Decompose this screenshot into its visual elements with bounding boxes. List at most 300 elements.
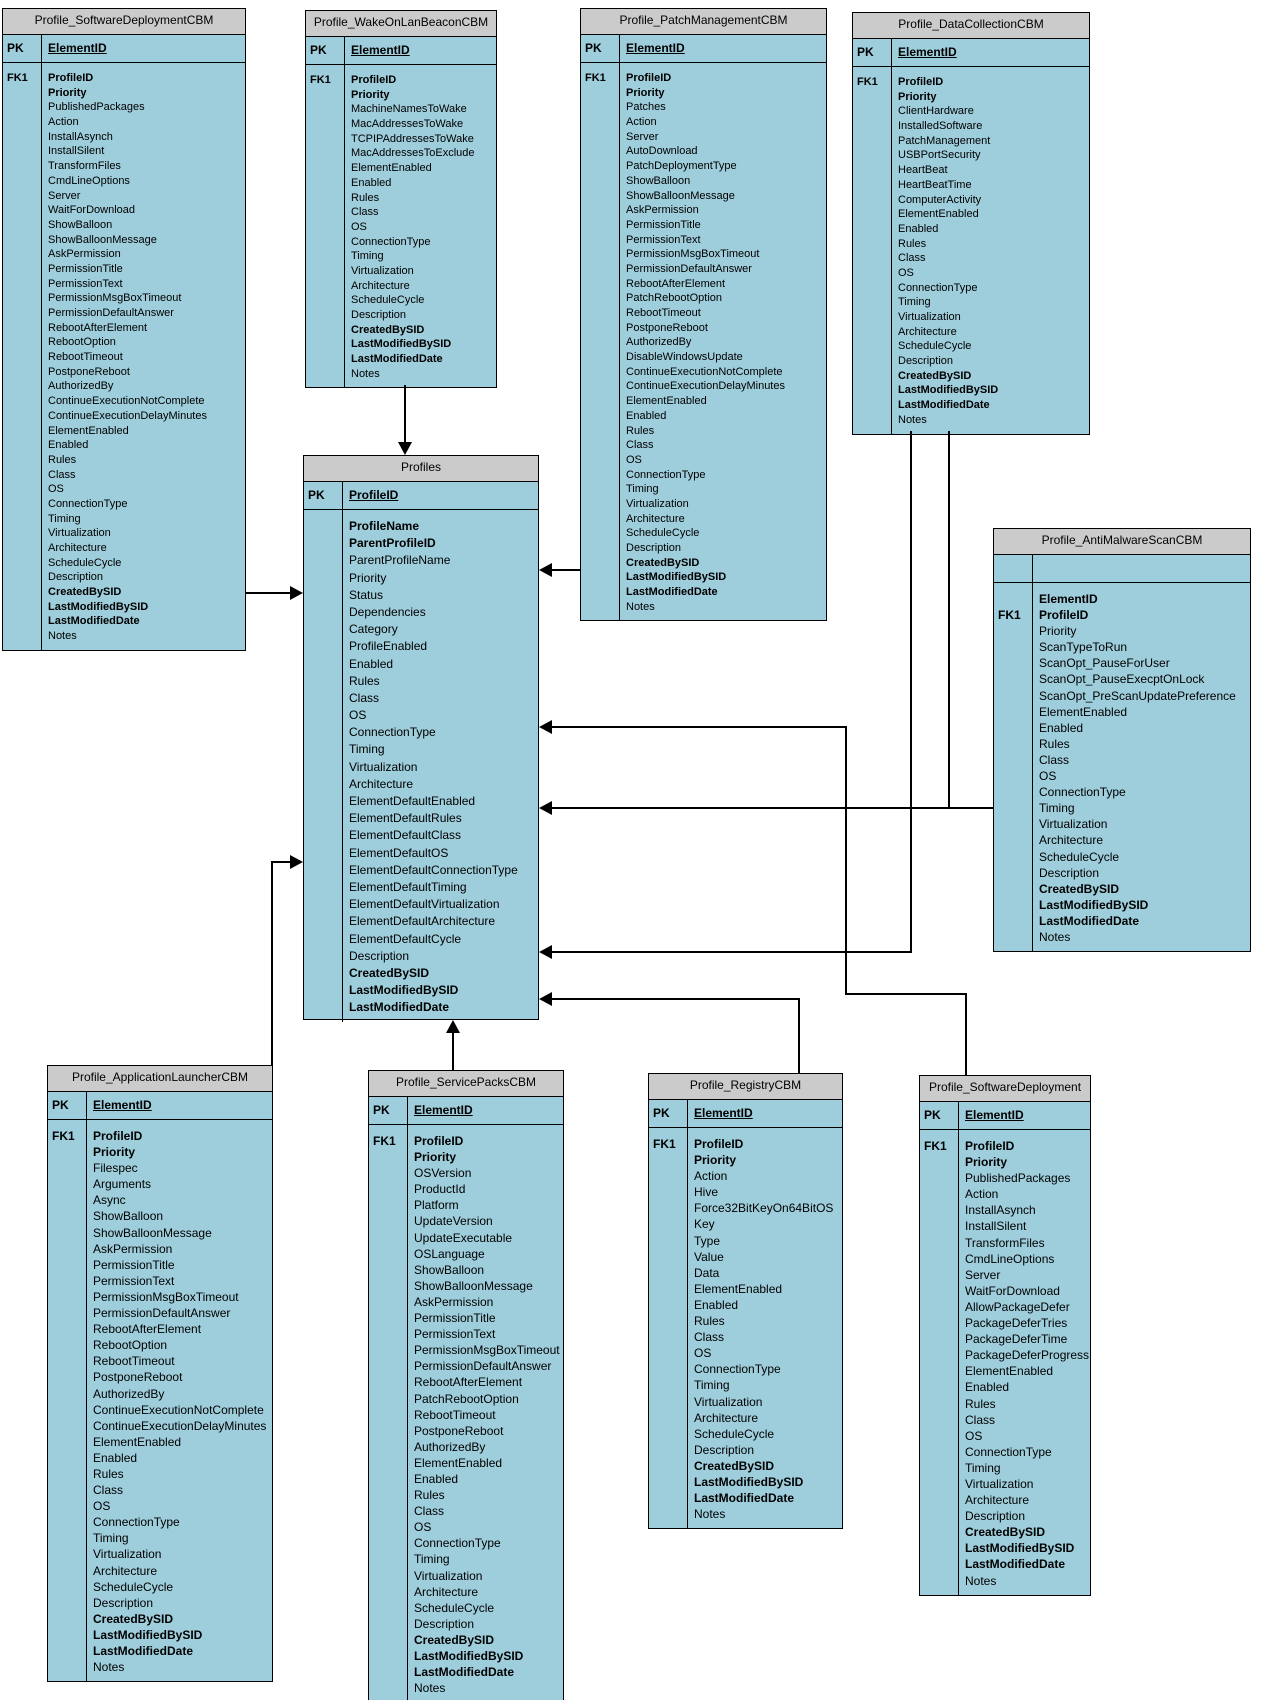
field-key-label [924, 1444, 958, 1460]
field-row: Rules [694, 1314, 725, 1329]
field-key-label [310, 249, 344, 264]
field-row: Notes [694, 1507, 726, 1522]
field-row: Description [965, 1509, 1026, 1524]
field-row: ShowBalloon [414, 1262, 485, 1277]
field-row: Enabled [349, 656, 394, 671]
field-row: ConnectionType [48, 497, 128, 510]
field-key-label [52, 1289, 86, 1305]
field-row: ShowBalloonMessage [626, 189, 735, 202]
field-row: RebootOption [93, 1338, 168, 1353]
field-row: CreatedBySID [965, 1525, 1046, 1540]
field-row: OS [414, 1520, 432, 1535]
field-key-label [308, 879, 342, 896]
field-row: Virtualization [626, 497, 689, 510]
field-key-label [998, 849, 1032, 865]
field-key-label [52, 1225, 86, 1241]
field-row: Status [349, 587, 384, 602]
pk-row [920, 1102, 1090, 1130]
field-key-label [308, 535, 342, 552]
field-key-label [857, 339, 891, 354]
field-key-label [857, 163, 891, 178]
pk-field-name: ElementID [344, 37, 496, 64]
field-row: PackageDeferTries [965, 1316, 1068, 1331]
pk-field-name: ProfileID [342, 482, 538, 509]
field-key-label [52, 1418, 86, 1434]
field-row: AuthorizedBy [414, 1439, 486, 1454]
field-key-label [857, 237, 891, 252]
field-key-label [924, 1235, 958, 1251]
field-row: Architecture [48, 542, 107, 554]
field-key-label [310, 161, 344, 176]
table-body [48, 1120, 272, 1681]
table-body [304, 510, 538, 1022]
table-title: Profile_RegistryCBM [649, 1074, 842, 1100]
field-key-label [310, 176, 344, 191]
field-key-label [998, 623, 1032, 639]
table-title: Profile_ApplicationLauncherCBM [48, 1066, 272, 1092]
field-row: Timing [626, 483, 659, 496]
field-row: Class [1039, 752, 1070, 767]
field-key-label [924, 1315, 958, 1331]
field-key-label [585, 218, 619, 233]
field-row: Description [414, 1616, 475, 1631]
field-key-label [52, 1498, 86, 1514]
field-row: LastModifiedBySID [898, 384, 999, 397]
pk-key-label: PK [7, 41, 24, 55]
field-row: Class [351, 206, 379, 219]
field-row: PermissionDefaultAnswer [93, 1306, 231, 1321]
field-row: Virtualization [694, 1394, 763, 1409]
arrowhead-icon [539, 945, 552, 959]
field-key-label [52, 1192, 86, 1208]
field-key-label [924, 1331, 958, 1347]
field-row: Arguments [93, 1177, 152, 1192]
field-key-label [857, 369, 891, 384]
field-row: AuthorizedBy [48, 380, 114, 393]
field-key-label [52, 1466, 86, 1482]
connector-segment [910, 431, 912, 953]
field-key-label [308, 948, 342, 965]
field-key-label [308, 793, 342, 810]
field-key-label [653, 1233, 687, 1249]
pk-key-label: PK [924, 1108, 941, 1122]
field-key-label [653, 1265, 687, 1281]
field-row: OS [349, 708, 367, 723]
field-key-label [998, 591, 1032, 607]
field-column [1032, 583, 1250, 951]
field-row: Rules [48, 453, 77, 466]
field-key-label [373, 1246, 407, 1262]
field-key-label [7, 409, 41, 424]
field-key-label [653, 1313, 687, 1329]
field-row: ConnectionType [626, 468, 706, 481]
field-key-label [52, 1514, 86, 1530]
pk-row [853, 39, 1089, 67]
field-row: Timing [965, 1460, 1001, 1475]
field-key-label [373, 1568, 407, 1584]
field-key-label [373, 1278, 407, 1294]
field-row: CreatedBySID [351, 323, 425, 336]
field-row: ElementDefaultCycle [349, 931, 462, 946]
field-row: PatchRebootOption [626, 292, 723, 305]
field-key-label [924, 1524, 958, 1540]
connector-segment [246, 592, 292, 594]
pk-field-name: ElementID [958, 1102, 1090, 1129]
field-row: Notes [1039, 929, 1071, 944]
field-key-label [52, 1241, 86, 1257]
field-key-label [585, 526, 619, 541]
field-key-label [857, 207, 891, 222]
field-row: CreatedBySID [48, 586, 122, 599]
field-row: Enabled [626, 409, 667, 422]
field-key-label: FK1 [924, 1139, 947, 1153]
field-key-label [924, 1186, 958, 1202]
field-row: Enabled [965, 1380, 1010, 1395]
field-row: OS [626, 453, 642, 466]
field-row: Enabled [694, 1297, 739, 1312]
field-key-label [998, 865, 1032, 881]
field-row: TransformFiles [48, 160, 121, 173]
field-row: Enabled [93, 1450, 138, 1465]
field-row: ProfileID [351, 74, 397, 86]
field-key-label [653, 1216, 687, 1232]
key-column [581, 63, 619, 620]
field-row: LastModifiedDate [626, 586, 718, 599]
field-key-label [924, 1556, 958, 1572]
field-key-label [310, 132, 344, 147]
pk-key-label: PK [310, 43, 327, 57]
field-key-label [857, 134, 891, 149]
field-key-label [373, 1471, 407, 1487]
field-key-label [857, 398, 891, 413]
table-title: Profile_SoftwareDeploymentCBM [3, 9, 245, 35]
field-key-label [7, 350, 41, 365]
field-key-label [308, 913, 342, 930]
field-key-label [585, 541, 619, 556]
field-key-label [7, 159, 41, 174]
field-row: Virtualization [349, 759, 418, 774]
field-key-label [52, 1482, 86, 1498]
field-row: ContinueExecutionDelayMinutes [93, 1418, 267, 1433]
key-column [853, 67, 891, 434]
field-row: PermissionMsgBoxTimeout [93, 1289, 239, 1304]
field-key-label [857, 90, 891, 105]
field-key-label [310, 337, 344, 352]
field-row: OS [351, 220, 367, 233]
field-key-label [924, 1460, 958, 1476]
field-key-label [653, 1458, 687, 1474]
field-key-label [52, 1579, 86, 1595]
field-row: Priority [414, 1150, 457, 1165]
arrowhead-icon [290, 586, 303, 600]
table-body [649, 1128, 842, 1528]
field-key-label [308, 673, 342, 690]
field-row: Enabled [898, 222, 939, 235]
field-key-label [585, 174, 619, 189]
pk-field-name: ElementID [407, 1097, 563, 1124]
field-key-label [924, 1218, 958, 1234]
key-column [920, 1130, 958, 1595]
field-key-label [373, 1230, 407, 1246]
field-row: ElementEnabled [965, 1364, 1054, 1379]
pk-key-label: PK [52, 1098, 69, 1112]
field-key-label [857, 193, 891, 208]
field-key-label [857, 413, 891, 428]
field-row: ParentProfileID [349, 536, 436, 551]
field-key-label [52, 1273, 86, 1289]
field-key-label [585, 394, 619, 409]
field-row: Priority [349, 570, 387, 585]
field-row: LastModifiedDate [93, 1644, 194, 1658]
connector-segment [550, 951, 912, 953]
field-key-label [308, 604, 342, 621]
table-body [306, 65, 496, 387]
field-row: LastModifiedDate [965, 1557, 1066, 1572]
field-key-label [7, 277, 41, 292]
field-row: RebootAfterElement [626, 277, 726, 290]
table-body [369, 1125, 563, 1700]
field-key-label [998, 816, 1032, 832]
table-wol [305, 10, 497, 388]
field-row: CmdLineOptions [48, 174, 130, 187]
field-row: LastModifiedDate [694, 1491, 795, 1506]
field-key-label [7, 100, 41, 115]
connector-segment [452, 1031, 454, 1070]
field-column [958, 1130, 1090, 1595]
field-key-label [310, 102, 344, 117]
field-key-label [653, 1474, 687, 1490]
field-row: Notes [965, 1573, 997, 1588]
field-key-label [585, 600, 619, 615]
pk-key-label: PK [857, 45, 874, 59]
field-key-label [653, 1377, 687, 1393]
field-row: Timing [694, 1378, 730, 1393]
field-row: TransformFiles [965, 1235, 1045, 1250]
field-key-label [998, 881, 1032, 897]
field-row: Timing [1039, 801, 1075, 816]
table-title: Profile_ServicePacksCBM [369, 1071, 563, 1097]
field-key-label [308, 656, 342, 673]
field-key-label [310, 146, 344, 161]
field-key-label [7, 614, 41, 629]
connector-segment [271, 861, 273, 1065]
field-key-label [373, 1310, 407, 1326]
field-row: LastModifiedBySID [349, 983, 459, 998]
field-row: Enabled [351, 176, 392, 189]
table-body [3, 63, 245, 650]
field-key-label [585, 86, 619, 101]
field-key-label [52, 1659, 86, 1675]
field-key-label [585, 424, 619, 439]
table-servicepacks [368, 1070, 564, 1700]
field-row: Class [626, 439, 654, 452]
field-row: Description [694, 1442, 755, 1457]
field-key-label [924, 1154, 958, 1170]
field-row: Value [694, 1249, 724, 1264]
field-row: Notes [48, 630, 77, 643]
field-row: ProfileID [965, 1139, 1015, 1153]
field-key-label [7, 512, 41, 527]
pk-field-name: ElementID [41, 35, 245, 62]
field-key-label [308, 827, 342, 844]
field-key-label [373, 1535, 407, 1551]
field-row: ProfileID [626, 72, 672, 84]
field-key-label [857, 383, 891, 398]
field-key-label [585, 468, 619, 483]
field-key-label [653, 1200, 687, 1216]
field-key-label [924, 1428, 958, 1444]
table-body [994, 583, 1250, 951]
field-key-label [924, 1170, 958, 1186]
pk-key-label: PK [653, 1106, 670, 1120]
field-column [891, 67, 1089, 434]
field-key-label [373, 1149, 407, 1165]
field-row: Priority [965, 1155, 1008, 1170]
field-row: Architecture [414, 1584, 479, 1599]
field-key-label: FK1 [7, 72, 28, 84]
field-key-label [373, 1262, 407, 1278]
arrowhead-icon [446, 1020, 460, 1033]
field-key-label [373, 1632, 407, 1648]
field-key-label [308, 587, 342, 604]
field-key-label [585, 203, 619, 218]
field-row: CreatedBySID [898, 369, 972, 382]
field-key-label [585, 438, 619, 453]
field-row: ElementEnabled [626, 395, 707, 408]
field-key-label [924, 1251, 958, 1267]
field-key-label [373, 1423, 407, 1439]
field-row: ElementDefaultClass [349, 828, 462, 843]
field-row: LastModifiedBySID [351, 338, 452, 351]
field-row: AllowPackageDefer [965, 1299, 1070, 1314]
field-row: PatchManagement [898, 134, 991, 147]
table-title: Profile_SoftwareDeployment [920, 1076, 1090, 1102]
field-row: ElementEnabled [93, 1434, 182, 1449]
field-row: PostponeReboot [626, 321, 708, 334]
field-row: LastModifiedDate [414, 1665, 515, 1680]
field-row: PermissionDefaultAnswer [414, 1359, 552, 1374]
field-row: ConnectionType [414, 1536, 501, 1551]
field-key-label: FK1 [310, 74, 331, 86]
field-key-label [924, 1283, 958, 1299]
field-key-label [857, 251, 891, 266]
field-row: CreatedBySID [349, 965, 430, 980]
field-row: Architecture [349, 776, 414, 791]
field-row: ElementDefaultEnabled [349, 794, 476, 808]
field-key-label [998, 655, 1032, 671]
field-row: Architecture [965, 1493, 1030, 1508]
field-key-label [585, 189, 619, 204]
field-row: Timing [414, 1552, 450, 1567]
field-row: ElementID [1039, 592, 1098, 606]
field-row: LastModifiedBySID [414, 1649, 524, 1663]
field-key-label [52, 1337, 86, 1353]
field-key-label [7, 189, 41, 204]
table-title: Profile_WakeOnLanBeaconCBM [306, 11, 496, 37]
field-row: AuthorizedBy [626, 336, 692, 349]
field-key-label [52, 1563, 86, 1579]
field-row: Priority [1039, 624, 1077, 639]
field-row: Virtualization [414, 1568, 483, 1583]
field-key-label [310, 117, 344, 132]
field-row: PermissionDefaultAnswer [626, 262, 752, 275]
field-row: CreatedBySID [694, 1458, 775, 1473]
field-row: ElementEnabled [414, 1455, 503, 1470]
field-key-label [857, 354, 891, 369]
table-title: Profile_AntiMalwareScanCBM [994, 529, 1250, 555]
field-key-label [7, 424, 41, 439]
field-key-label [653, 1394, 687, 1410]
field-key-label [998, 639, 1032, 655]
pk-key-label: PK [373, 1103, 390, 1117]
field-row: MacAddressesToExclude [351, 147, 475, 160]
field-row: ProfileID [414, 1134, 464, 1148]
field-key-label [52, 1160, 86, 1176]
field-row: ProfileID [93, 1129, 143, 1143]
field-key-label [308, 518, 342, 535]
field-row: MachineNamesToWake [351, 103, 467, 116]
field-key-label [924, 1267, 958, 1283]
field-row: AskPermission [48, 248, 121, 261]
field-row: Server [626, 130, 659, 143]
field-row: ScanOpt_PreScanUpdatePreference [1039, 688, 1236, 703]
field-key-label [373, 1648, 407, 1664]
field-key-label [373, 1181, 407, 1197]
field-key-label [373, 1391, 407, 1407]
field-key-label [373, 1680, 407, 1696]
field-row: PermissionTitle [626, 218, 701, 231]
field-row: Platform [414, 1198, 459, 1213]
table-body [853, 67, 1089, 434]
field-key-label [308, 570, 342, 587]
field-row: RebootOption [48, 336, 116, 349]
field-key-label [7, 115, 41, 130]
field-key-label [924, 1492, 958, 1508]
field-key-label [857, 119, 891, 134]
field-key-label [585, 585, 619, 600]
field-key-label [310, 220, 344, 235]
field-row: USBPortSecurity [898, 149, 981, 162]
connector-segment [845, 726, 847, 995]
field-key-label [308, 724, 342, 741]
field-row: LastModifiedDate [349, 1000, 450, 1015]
field-row: Async [93, 1193, 126, 1208]
field-row: OSVersion [414, 1166, 472, 1181]
field-row: ScheduleCycle [93, 1579, 174, 1594]
field-key-label [373, 1519, 407, 1535]
field-row: ConnectionType [694, 1362, 781, 1377]
field-row: ShowBalloon [626, 174, 691, 187]
field-key-label [7, 86, 41, 101]
field-key-label [308, 862, 342, 879]
field-column [619, 63, 826, 620]
field-key-label [52, 1611, 86, 1627]
field-row: Action [626, 116, 657, 129]
field-row: CreatedBySID [626, 556, 700, 569]
field-row: ShowBalloon [93, 1209, 164, 1224]
field-key-label [373, 1294, 407, 1310]
field-row: LastModifiedDate [351, 353, 443, 366]
field-row: ShowBalloonMessage [48, 233, 157, 246]
field-column [687, 1128, 842, 1528]
field-key-label [585, 350, 619, 365]
field-key-label [7, 321, 41, 336]
field-column [41, 63, 245, 650]
field-row: Key [694, 1217, 715, 1232]
field-row: InstallSilent [48, 145, 105, 158]
field-key-label [310, 191, 344, 206]
field-row: OS [694, 1346, 712, 1361]
